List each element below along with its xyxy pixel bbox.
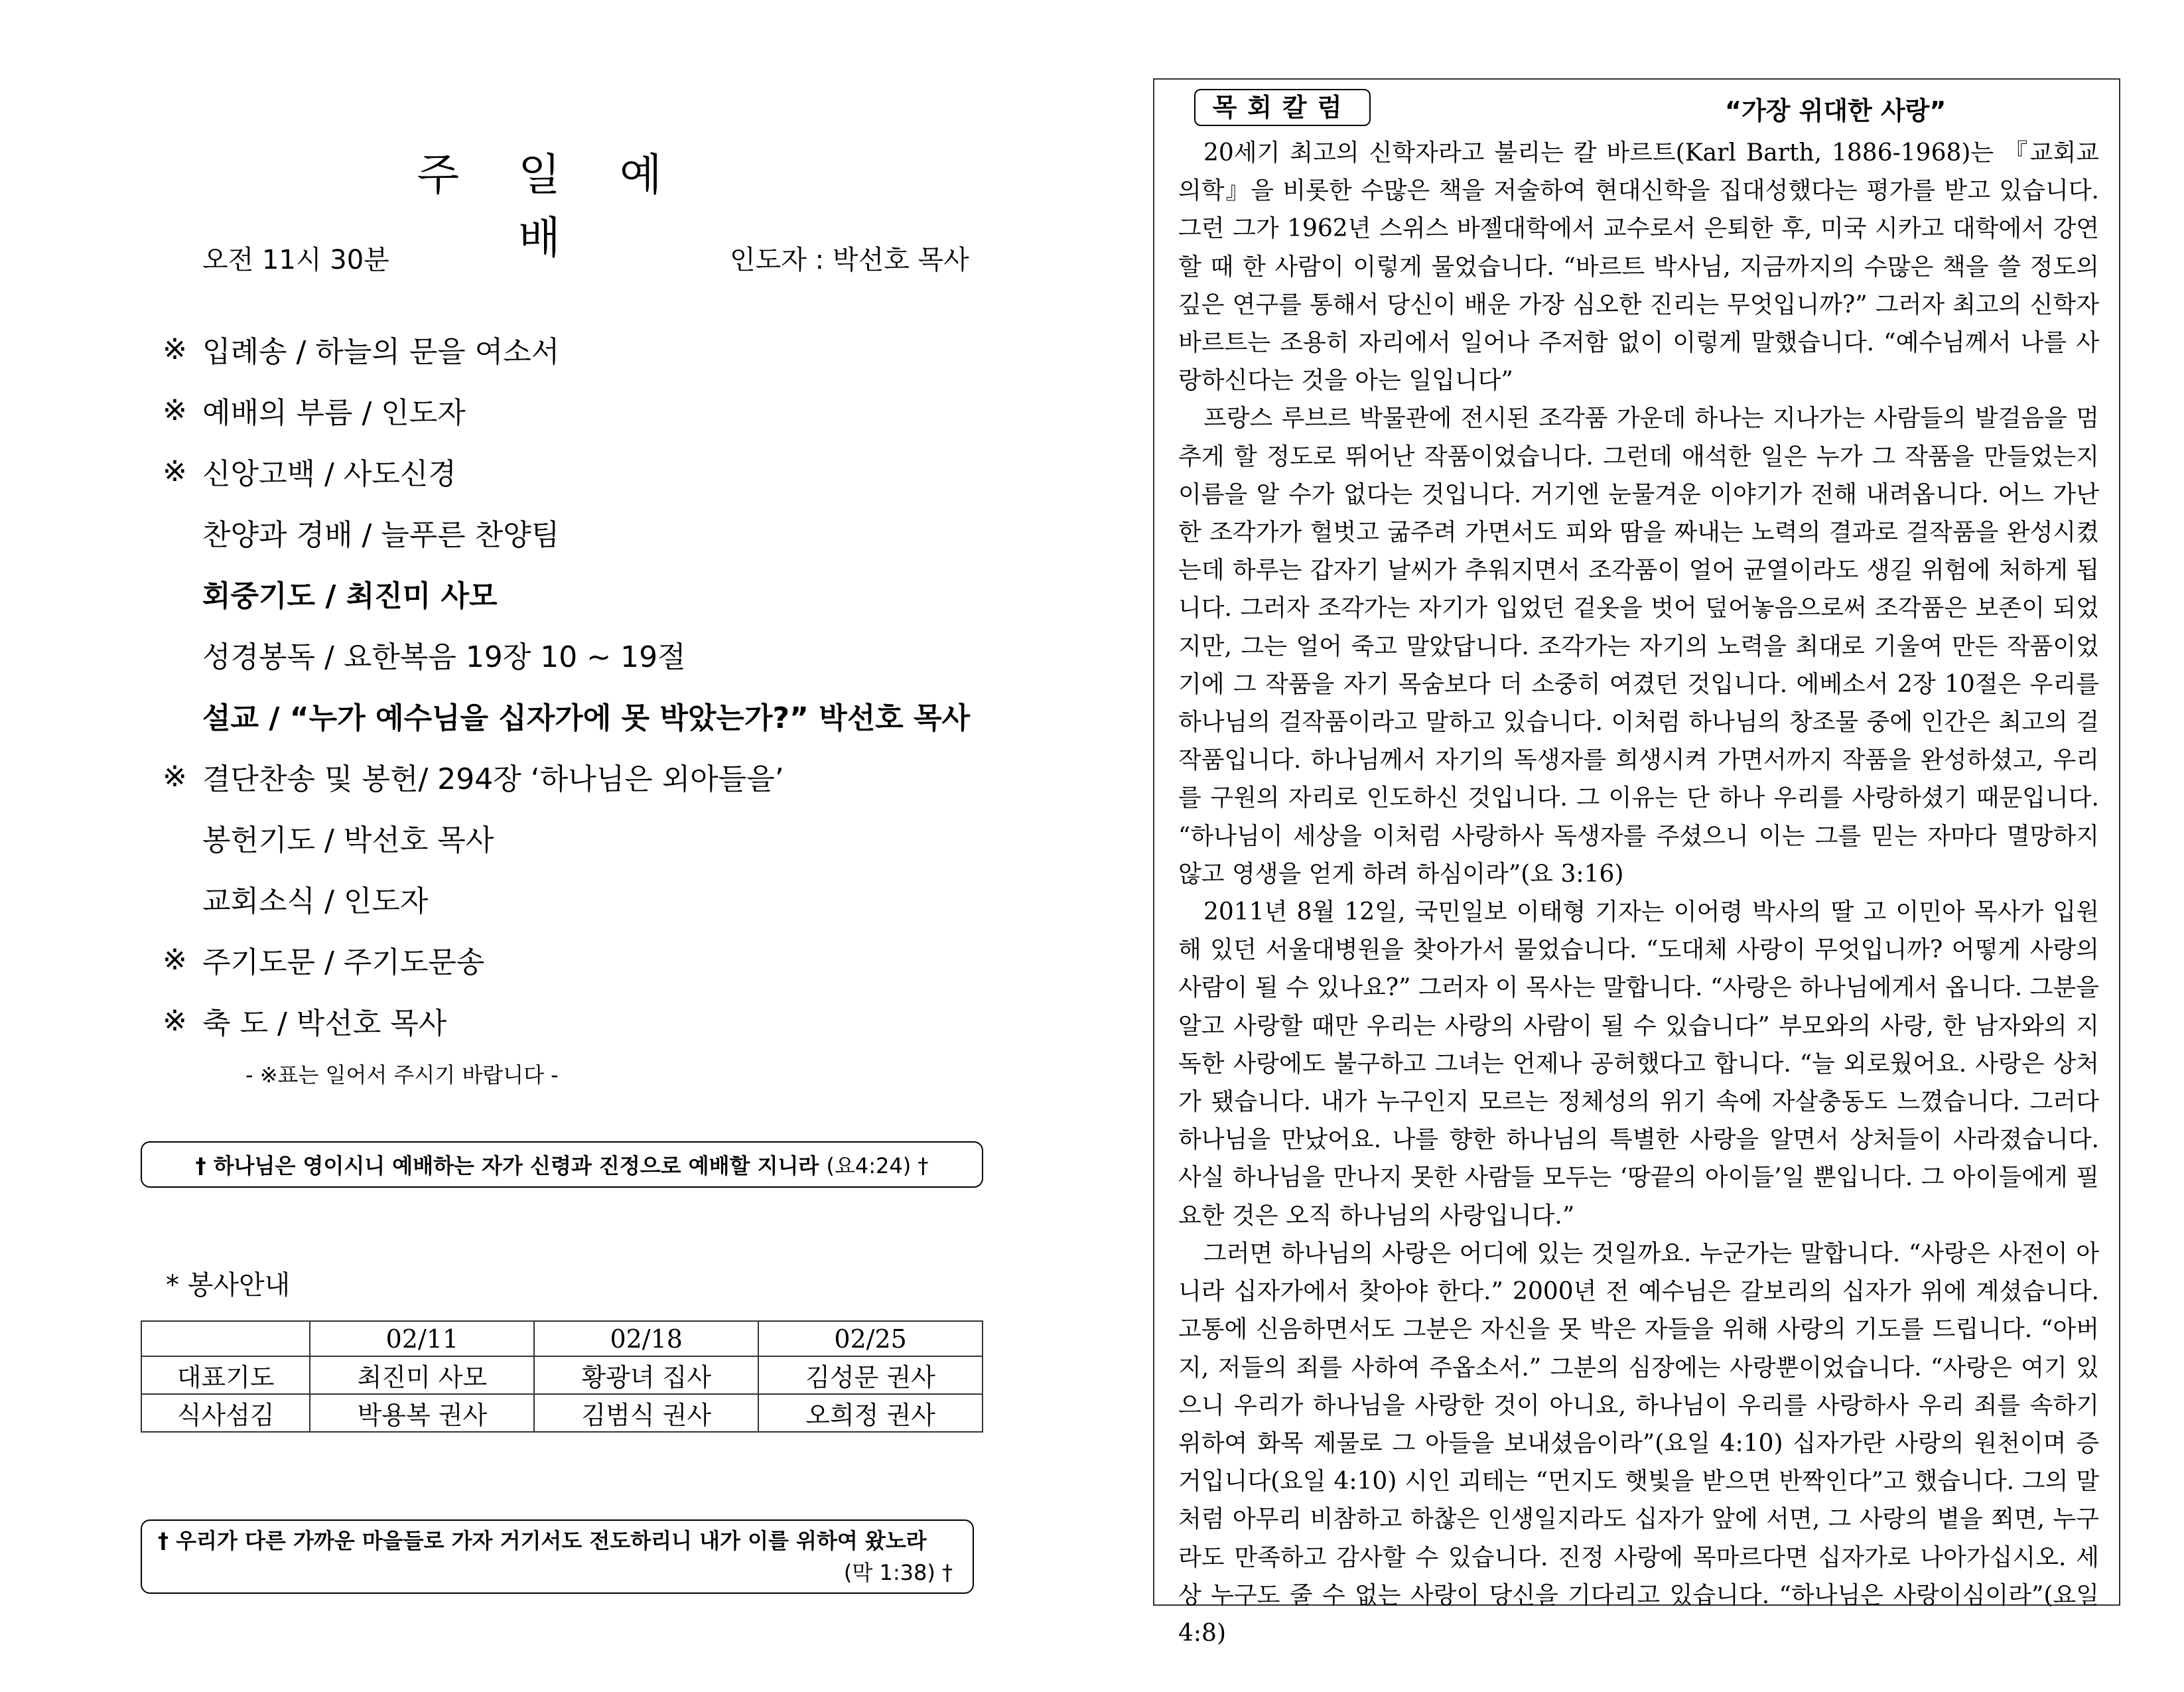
role-cell: 식사섬김 [141,1394,310,1432]
service-time: 오전 11시 30분 [202,245,389,275]
order-item-text: 예배의 부름 / 인도자 [202,396,466,430]
standing-mark: ※ [163,759,187,794]
column-paragraph: 프랑스 루브르 박물관에 전시된 조각품 가운데 하나는 지나가는 사람들의 발걸음을 멈추게 할 정도로 뛰어난 작품이었습니다. 그런데 애석한 일은 누가 그 작품을 만들었는지 이름을 알 수가 없다는 것입니다. 거기엔 눈물겨운 이야기가 전해 내려옵니다. 어느 가난한 조각가가 헐벗고 굶주려 가면서도 피와 땀을 짜내는 노력의 결과로 걸작품을 완성시켰는데 하루는 갑자기 날씨가 추워지면서 조각품이 얼어 균열이라도 생길 위험에 처하게 됩니다. 그러자 조각가는 자기가 입었던 겉옷을 벗어 덮어놓음으로써 조각품은 보존이 되었지만, 그는 얼어 죽고 말았답니다. 조각가는 자기의 노력을 최대로 기울여 만든 작품이었기에 그 작품을 자기 목숨보다 더 소중히 여겼던 것입니다. 에베소서 2장 10절은 우리를 하나님의 걸작품이라고 말하고 있습니다. 이처럼 하나님의 창조물 중에 인간은 최고의 걸작품입니다. 하나님께서 자기의 독생자를 희생시켜 가면서까지 작품을 완성하셨고, 우리를 구원의 자리로 인도하신 것입니다. 그 이유는 단 하나 우리를 사랑하셨기 때문입니다. “하나님이 세상을 이처럼 사랑하사 독생자를 주셨으니 이는 그를 믿는 자마다 멸망하지 않고 영생을 얻게 하려 하심이라”(요 3:16) [1178,405,2099,888]
order-item-text: 결단찬송 및 봉헌/ 294장 ‘하나님은 외아들을’ [202,762,784,796]
standing-mark: ※ [163,454,187,488]
table-row [141,1394,983,1432]
order-item [163,868,1025,929]
column-label: 목회칼럼 [1194,89,1371,126]
date-cell: 02/18 [534,1321,758,1356]
order-item-text: 신앙고백 / 사도신경 [202,457,456,491]
order-item-text: 회중기도 / 최진미 사모 [202,579,498,613]
date-cell: 02/11 [310,1321,534,1356]
verse-box-mark [141,1519,974,1594]
order-item [163,502,1025,563]
order-item [163,990,1025,1051]
order-item [163,685,1025,746]
name-cell: 최진미 사모 [310,1356,534,1394]
order-item [163,746,1025,807]
date-cell: 02/25 [758,1321,983,1356]
table-corner [141,1321,310,1356]
order-item [163,563,1025,624]
order-item-text: 성경봉독 / 요한복음 19장 10 ~ 19절 [202,640,686,674]
role-cell: 대표기도 [141,1356,310,1394]
order-item-text: 주기도문 / 주기도문송 [202,946,485,979]
table-row [141,1356,983,1394]
order-item-text: 봉헌기도 / 박선호 목사 [202,823,494,857]
order-item-text: 교회소식 / 인도자 [202,884,429,918]
verse-text: † 우리가 다른 가까운 마을들로 가자 거기서도 전도하리니 내가 이를 위하여 왔노라 [158,1528,927,1553]
service-leader: 인도자 : 박선호 목사 [730,245,969,275]
standing-note: - ※표는 일어서 주시기 바랍니다 - [245,1062,559,1088]
standing-mark: ※ [163,393,187,427]
order-item-text: 찬양과 경배 / 늘푸른 찬양팀 [202,518,560,552]
standing-mark: ※ [163,942,187,977]
order-of-worship [163,318,1025,1051]
order-item [163,380,1025,441]
verse-ref: (요4:24) † [826,1153,929,1178]
order-item [163,929,1025,990]
column-paragraph: 그러면 하나님의 사랑은 어디에 있는 것일까요. 누군가는 말합니다. “사랑은 사전이 아니라 십자가에서 찾아야 한다.” 2000년 전 예수님은 갈보리의 십자가 위에 계셨습니다. 고통에 신음하면서도 그분은 자신을 못 박은 자들을 위해 사랑의 기도를 드립니다. “아버지, 저들의 죄를 사하여 주옵소서.” 그분의 심장에는 사랑뿐이었습니다. “사랑은 여기 있으니 우리가 하나님을 사랑한 것이 아니요, 하나님이 우리를 사랑하사 우리 죄를 속하기 위하여 화목 제물로 그 아들을 보내셨음이라”(요일 4:10) 십자가란 사랑의 원천이며 증거입니다(요일 4:10) 시인 괴테는 “먼지도 햇빛을 받으면 반짝인다”고 했습니다. 그의 말처럼 아무리 비참하고 하찮은 인생일지라도 십자가 앞에 서면, 그 사랑의 볕을 쬐면, 누구라도 만족하고 감사할 수 있습니다. 진정 사랑에 목마르다면 십자가로 나아가십시오. 세상 누구도 줄 수 없는 사랑이 당신을 기다리고 있습니다. “하나님은 사랑이심이라”(요일4:8) [1178,1239,2099,1647]
column-body [1178,134,2099,1652]
service-table [141,1320,983,1433]
verse-box-john [141,1141,983,1188]
standing-mark: ※ [163,332,187,366]
column-paragraph: 20세기 최고의 신학자라고 불리는 칼 바르트(Karl Barth, 1886-1968)는 『교회교의학』을 비롯한 수많은 책을 저술하여 현대신학을 집대성했다는 평가를 받고 있습니다. 그런 그가 1962년 스위스 바젤대학에서 교수로서 은퇴한 후, 미국 시카고 대학에서 강연할 때 한 사람이 이렇게 물었습니다. “바르트 박사님, 지금까지의 수많은 책을 쓸 정도의 깊은 연구를 통해서 당신이 배운 가장 심오한 진리는 무엇입니까?” 그러자 최고의 신학자 바르트는 조용히 자리에서 일어나 주저함 없이 이렇게 말했습니다. “예수님께서 나를 사랑하신다는 것을 아는 일입니다” [1178,139,2099,395]
name-cell: 오희정 권사 [758,1394,983,1432]
column-paragraph: 2011년 8월 12일, 국민일보 이태형 기자는 이어령 박사의 딸 고 이민아 목사가 입원해 있던 서울대병원을 찾아가서 물었습니다. “도대체 사랑이 무엇입니까? 어떻게 사랑의 사람이 될 수 있나요?” 그러자 이 목사는 말합니다. “사랑은 하나님에게서 옵니다. 그분을 알고 사랑할 때만 우리는 사랑의 사람이 될 수 있습니다” 부모와의 사랑, 한 남자와의 지독한 사랑에도 불구하고 그녀는 언제나 공허했다고 합니다. “늘 외로웠어요. 사랑은 상처가 됐습니다. 내가 누구인지 모르는 정체성의 위기 속에 자살충동도 느꼈습니다. 그러다 하나님을 만났어요. 나를 향한 하나님의 특별한 사랑을 알면서 상처들이 사라졌습니다. 사실 하나님을 만나지 못한 사람들 모두는 ‘땅끝의 아이들’일 뿐입니다. 그 아이들에게 필요한 것은 오직 하나님의 사랑입니다.” [1178,898,2099,1230]
order-item-text: 입례송 / 하늘의 문을 여소서 [202,335,560,369]
table-header-row [141,1321,983,1356]
order-item [163,807,1025,868]
standing-mark: ※ [163,1003,187,1038]
pastor-column [1153,78,2120,1647]
order-item-text: 설교 / “누가 예수님을 십자가에 못 박았는가?” 박선호 목사 [202,701,971,735]
name-cell: 김범식 권사 [534,1394,758,1432]
verse-text: † 하나님은 영이시니 예배하는 자가 신령과 진정으로 예배할 지니라 [195,1153,819,1178]
order-item [163,441,1025,502]
order-item [163,624,1025,685]
order-item [163,318,1025,380]
name-cell: 박용복 권사 [310,1394,534,1432]
order-item-text: 축 도 / 박선호 목사 [202,1007,447,1040]
name-cell: 황광녀 집사 [534,1356,758,1394]
name-cell: 김성문 권사 [758,1356,983,1394]
column-title: “가장 위대한 사랑” [1725,96,1946,125]
verse-ref: (막 1:38) † [843,1560,953,1585]
page-title: 주 일 예 배 [417,149,685,263]
service-heading: * 봉사안내 [166,1270,291,1301]
